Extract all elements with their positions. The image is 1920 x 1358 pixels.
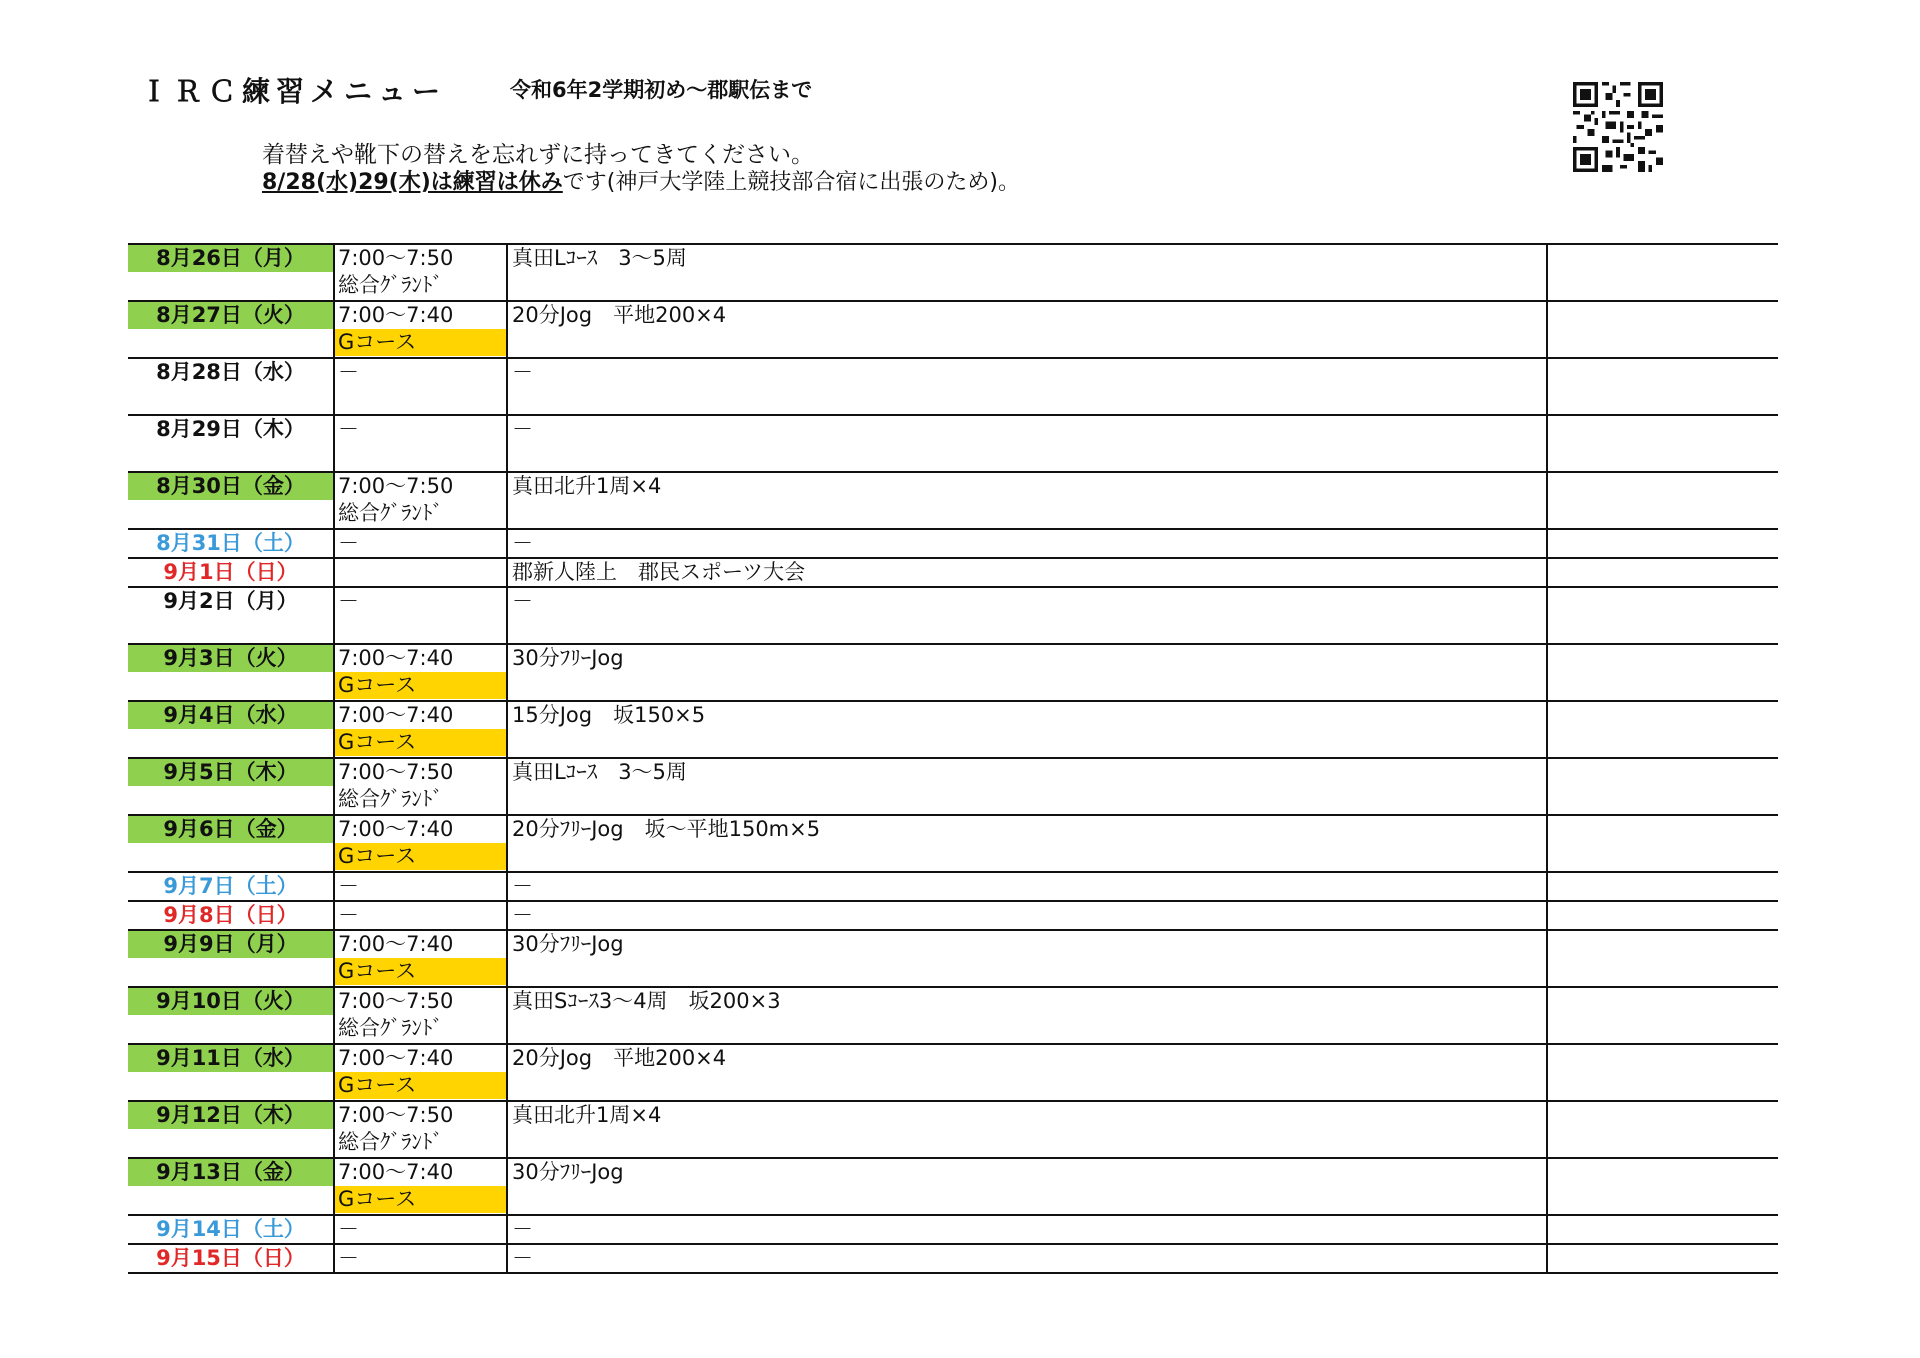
date-label: 9月3日（火） (128, 645, 333, 672)
date-label: 9月5日（木） (128, 759, 333, 786)
menu-label: － (512, 874, 533, 898)
date-label: 8月27日（火） (128, 302, 333, 329)
notes-cell (1547, 1101, 1778, 1158)
qr-code-icon (1570, 82, 1666, 172)
menu-cell (507, 1244, 1547, 1273)
notes-cell (1547, 244, 1778, 301)
notes-cell (1547, 758, 1778, 815)
menu-label: 15分Jog 坂150×5 (512, 703, 706, 727)
time-label: － (338, 417, 359, 441)
place-label: 総合ｸﾞﾗﾝﾄﾞ (338, 1130, 443, 1154)
table-row (128, 1101, 1778, 1158)
date-label: 9月7日（土） (163, 874, 298, 898)
place-label: Gコース (335, 329, 506, 356)
time-place-cell (334, 901, 507, 930)
time-place-cell (334, 872, 507, 901)
menu-label: － (512, 360, 533, 384)
place-label: Gコース (335, 843, 506, 870)
date-label: 9月6日（金） (128, 816, 333, 843)
time-label: － (338, 903, 359, 927)
date-cell (128, 901, 334, 930)
time-label (335, 559, 506, 586)
period-label: 令和6年2学期初め～郡駅伝まで (510, 78, 813, 102)
menu-cell (507, 587, 1547, 644)
place-label: 総合ｸﾞﾗﾝﾄﾞ (338, 1016, 443, 1040)
notes-cell (1547, 1158, 1778, 1215)
menu-label: 20分Jog 平地200×4 (512, 1046, 727, 1070)
table-row (128, 472, 1778, 529)
menu-label: 郡新人陸上 郡民スポーツ大会 (512, 560, 806, 584)
menu-label: 30分ﾌﾘｰJog (512, 932, 624, 956)
date-label: 9月2日（月） (163, 589, 298, 613)
time-place-cell (334, 701, 507, 758)
notes-cell (1547, 472, 1778, 529)
menu-cell (507, 301, 1547, 358)
date-cell (128, 1158, 334, 1215)
menu-label: 真田Lｺｰｽ 3～5周 (512, 246, 687, 270)
note-line-2 (262, 165, 1020, 196)
table-row (128, 1244, 1778, 1273)
date-label: 9月4日（水） (128, 702, 333, 729)
notes-cell (1547, 1244, 1778, 1273)
menu-label: 30分ﾌﾘｰJog (512, 1160, 624, 1184)
time-label: 7:00～7:40 (338, 303, 454, 327)
place-label: Gコース (335, 729, 506, 756)
time-label: － (338, 531, 359, 555)
menu-cell (507, 701, 1547, 758)
notes-cell (1547, 529, 1778, 558)
time-place-cell (334, 415, 507, 472)
table-row (128, 987, 1778, 1044)
page-title: ＩＲＣ練習メニュー (140, 75, 447, 108)
date-label: 9月15日（日） (156, 1246, 305, 1270)
date-label: 8月30日（金） (128, 473, 333, 500)
date-cell (128, 558, 334, 587)
date-cell (128, 1044, 334, 1101)
table-row (128, 301, 1778, 358)
time-label: 7:00～7:40 (338, 932, 454, 956)
menu-cell (507, 529, 1547, 558)
notes-cell (1547, 815, 1778, 872)
table-row (128, 558, 1778, 587)
date-label: 9月8日（日） (163, 903, 298, 927)
time-place-cell (334, 1044, 507, 1101)
notes-cell (1547, 301, 1778, 358)
place-label: Gコース (335, 672, 506, 699)
menu-cell (507, 472, 1547, 529)
notes-cell (1547, 1044, 1778, 1101)
notes-cell (1547, 901, 1778, 930)
menu-label: － (512, 1246, 533, 1270)
menu-label: － (512, 589, 533, 613)
time-label: － (338, 1246, 359, 1270)
place-label: 総合ｸﾞﾗﾝﾄﾞ (338, 787, 443, 811)
date-cell (128, 701, 334, 758)
menu-cell (507, 901, 1547, 930)
notes-cell (1547, 358, 1778, 415)
note-line-1: 着替えや靴下の替えを忘れずに持ってきてください。 (262, 142, 814, 168)
date-cell (128, 587, 334, 644)
table-row (128, 815, 1778, 872)
time-label: － (338, 1217, 359, 1241)
date-cell (128, 472, 334, 529)
time-place-cell (334, 644, 507, 701)
date-label: 8月28日（水） (156, 360, 305, 384)
menu-label: 20分Jog 平地200×4 (512, 303, 727, 327)
time-label: 7:00～7:40 (338, 1046, 454, 1070)
menu-label: － (512, 903, 533, 927)
table-row (128, 701, 1778, 758)
date-cell (128, 301, 334, 358)
menu-label: 真田Sｺｰｽ3～4周 坂200×3 (512, 989, 781, 1013)
time-place-cell (334, 758, 507, 815)
date-cell (128, 644, 334, 701)
date-label: 9月14日（土） (156, 1217, 305, 1241)
time-place-cell (334, 1101, 507, 1158)
notes-cell (1547, 558, 1778, 587)
time-place-cell (334, 472, 507, 529)
table-row (128, 1158, 1778, 1215)
date-cell (128, 415, 334, 472)
menu-cell (507, 758, 1547, 815)
date-cell (128, 244, 334, 301)
time-place-cell (334, 301, 507, 358)
menu-label: － (512, 417, 533, 441)
menu-label: 30分ﾌﾘｰJog (512, 646, 624, 670)
date-label: 9月9日（月） (128, 931, 333, 958)
menu-cell (507, 558, 1547, 587)
menu-cell (507, 987, 1547, 1044)
table-row (128, 1044, 1778, 1101)
date-label: 9月10日（火） (128, 988, 333, 1015)
date-cell (128, 529, 334, 558)
schedule-table (128, 243, 1778, 1274)
table-row (128, 872, 1778, 901)
date-cell (128, 758, 334, 815)
table-row (128, 358, 1778, 415)
date-cell (128, 815, 334, 872)
time-label: 7:00～7:50 (338, 760, 454, 784)
menu-cell (507, 930, 1547, 987)
time-label: 7:00～7:40 (338, 646, 454, 670)
time-label: － (338, 589, 359, 613)
time-place-cell (334, 558, 507, 587)
date-cell (128, 1101, 334, 1158)
place-label: Gコース (335, 1072, 506, 1099)
date-label: 9月1日（日） (163, 560, 298, 584)
time-label: 7:00～7:50 (338, 989, 454, 1013)
table-row (128, 1215, 1778, 1244)
notes-cell (1547, 1215, 1778, 1244)
menu-cell (507, 1101, 1547, 1158)
notes-cell (1547, 415, 1778, 472)
menu-cell (507, 244, 1547, 301)
date-cell (128, 987, 334, 1044)
date-cell (128, 1244, 334, 1273)
time-place-cell (334, 1215, 507, 1244)
time-place-cell (334, 815, 507, 872)
place-label: 総合ｸﾞﾗﾝﾄﾞ (338, 501, 443, 525)
notes-cell (1547, 701, 1778, 758)
time-place-cell (334, 244, 507, 301)
time-label: 7:00～7:50 (338, 474, 454, 498)
menu-cell (507, 644, 1547, 701)
time-place-cell (334, 358, 507, 415)
date-label: 8月26日（月） (128, 245, 333, 272)
date-cell (128, 358, 334, 415)
menu-label: 真田Lｺｰｽ 3～5周 (512, 760, 687, 784)
time-place-cell (334, 529, 507, 558)
time-label: － (338, 874, 359, 898)
menu-cell (507, 815, 1547, 872)
time-label: 7:00～7:40 (338, 1160, 454, 1184)
time-label: 7:00～7:50 (338, 1103, 454, 1127)
table-row (128, 415, 1778, 472)
menu-label: － (512, 531, 533, 555)
notes-cell (1547, 587, 1778, 644)
date-cell (128, 872, 334, 901)
time-place-cell (334, 1158, 507, 1215)
menu-cell (507, 1158, 1547, 1215)
time-place-cell (334, 1244, 507, 1273)
time-place-cell (334, 587, 507, 644)
menu-cell (507, 1044, 1547, 1101)
time-place-cell (334, 987, 507, 1044)
menu-cell (507, 415, 1547, 472)
menu-cell (507, 358, 1547, 415)
table-row (128, 244, 1778, 301)
notes-cell (1547, 987, 1778, 1044)
time-label: 7:00～7:40 (338, 703, 454, 727)
menu-cell (507, 1215, 1547, 1244)
notes-cell (1547, 644, 1778, 701)
date-label: 9月11日（水） (128, 1045, 333, 1072)
table-row (128, 901, 1778, 930)
time-label: － (338, 360, 359, 384)
date-label: 9月13日（金） (128, 1159, 333, 1186)
table-row (128, 644, 1778, 701)
menu-cell (507, 872, 1547, 901)
notes-cell (1547, 872, 1778, 901)
date-label: 8月29日（木） (156, 417, 305, 441)
menu-label: 20分ﾌﾘｰJog 坂～平地150m×5 (512, 817, 821, 841)
note-line-2-underlined: 8/28(水)29(木)は練習は休み (262, 170, 563, 195)
place-label: Gコース (335, 958, 506, 985)
menu-label: 真田北升1周×4 (512, 474, 662, 498)
date-label: 8月31日（土） (156, 531, 305, 555)
note-line-2-rest: です(神戸大学陸上競技部合宿に出張のため)。 (562, 170, 1020, 195)
place-label: Gコース (335, 1186, 506, 1213)
time-label: 7:00～7:40 (338, 817, 454, 841)
date-cell (128, 1215, 334, 1244)
notes-cell (1547, 930, 1778, 987)
menu-label: － (512, 1217, 533, 1241)
table-row (128, 758, 1778, 815)
date-cell (128, 930, 334, 987)
table-row (128, 587, 1778, 644)
time-place-cell (334, 930, 507, 987)
time-label: 7:00～7:50 (338, 246, 454, 270)
menu-label: 真田北升1周×4 (512, 1103, 662, 1127)
date-label: 9月12日（木） (128, 1102, 333, 1129)
place-label: 総合ｸﾞﾗﾝﾄﾞ (338, 273, 443, 297)
table-row (128, 529, 1778, 558)
table-row (128, 930, 1778, 987)
